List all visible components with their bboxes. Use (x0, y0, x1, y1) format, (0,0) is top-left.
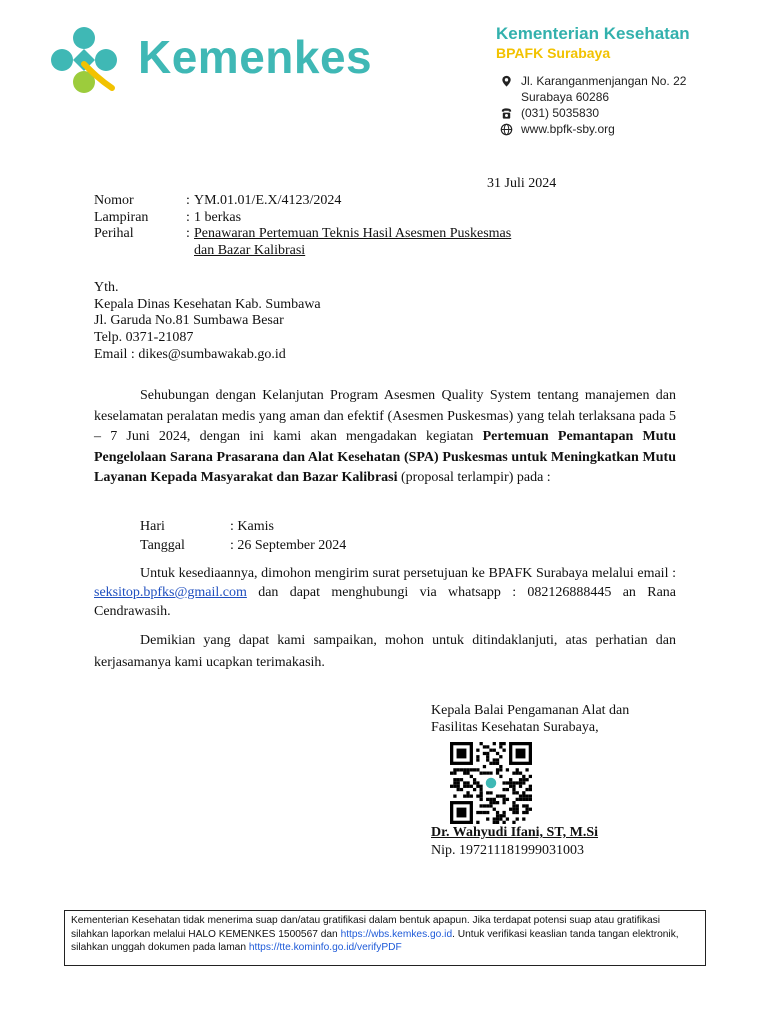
org-name: Kementerian Kesehatan (496, 24, 690, 43)
wbs-link[interactable]: https://wbs.kemkes.go.id (340, 928, 453, 940)
meta-value: 1 berkas (194, 209, 242, 225)
signature-title: Kepala Balai Pengamanan Alat dan Fasilitas Kesehatan Surabaya, (431, 703, 630, 735)
qr-code-signature (450, 742, 532, 824)
subject-line-2: dan Bazar Kalibrasi (194, 242, 306, 258)
recipient-line: Email : dikes@sumbawakab.go.id (94, 346, 286, 362)
schedule-block (140, 517, 346, 555)
kemenkes-logo (48, 24, 120, 96)
signer-name: Dr. Wahyudi Ifani, ST, M.Si (431, 825, 599, 840)
brand-name: Kemenkes (138, 31, 373, 83)
phone-icon (498, 105, 514, 121)
schedule-label: Hari (140, 519, 165, 534)
schedule-value: : 26 September 2024 (230, 538, 347, 553)
org-block (496, 24, 690, 61)
meta-value: YM.01.01/E.X/4123/2024 (194, 193, 342, 208)
globe-icon (498, 121, 514, 137)
recipient-line: Kepala Dinas Kesehatan Kab. Sumbawa (94, 296, 321, 312)
schedule-value: : Kamis (230, 519, 274, 534)
address-line-1: Jl. Karanganmenjangan No. 22 (521, 74, 687, 88)
website-url[interactable]: www.bpfk-sby.org (521, 122, 615, 136)
paragraph-contact: Untuk kesediaannya, dimohon mengirim surat persetujuan ke BPAFK Surabaya melalui email : seksitop.bpfks@gmail.com dan dapat menghubungi via whatsapp : 082126888445 an Rana Cendrawasih. (94, 566, 676, 619)
subject-line-1: Penawaran Pertemuan Teknis Hasil Asesmen Puskesmas (194, 226, 512, 241)
footer-notice: Kementerian Kesehatan tidak menerima suap dan/atau gratifikasi dalam bentuk apapun. Jika terdapat potensi suap atau gratifikasi silahkan laporkan melalui HALO KEMENKES 1500567 dan https://wbs.kemkes.go.id. Untuk verifikasi keaslian tanda tangan elektronik, silahkan unggah dokumen pada laman https://tte.kominfo.go.id/verifyPDF (64, 910, 706, 966)
event-title: Pertemuan Pemantapan Mutu Pengelolaan Sarana Prasarana dan Alat Kesehatan (SPA) Puskesmas untuk Meningkatkan Mutu Layanan Kepada Masyarakat dan Bazar Kalibrasi (94, 429, 676, 485)
schedule-label: Tanggal (140, 538, 185, 553)
letter-meta: Nomor : YM.01.01/E.X/4123/2024 Lampiran : 1 berkas Perihal : Penawaran Pertemuan Teknis Hasil Asesmen Puskesmas dan Bazar Kalibrasi (94, 193, 512, 258)
recipient-line: Jl. Garuda No.81 Sumbawa Besar (94, 313, 284, 329)
signer-nip: Nip. 197211181999031003 (431, 843, 584, 858)
letter-date: 31 Juli 2024 (487, 176, 557, 191)
recipient-line: Telp. 0371-21087 (94, 330, 194, 346)
location-pin-icon (498, 73, 514, 89)
paragraph-intro: Sehubungan dengan Kelanjutan Program Asesmen Quality System tentang manajemen dan keselamatan peralatan medis yang aman dan efektif (Asesmen Puskesmas) yang telah terlaksana pada 5 – 7 Juni 2024, dengan ini kami akan mengadakan kegiatan Pertemuan Pemantapan Mutu Pengelolaan Sarana Prasarana dan Alat Kesehatan (SPA) Puskesmas untuk Meningkatkan Mutu Layanan Kepada Masyarakat dan Bazar Kalibrasi (proposal terlampir) pada : (94, 388, 676, 485)
org-branch: BPAFK Surabaya (496, 45, 611, 61)
meta-label: Perihal (94, 226, 134, 241)
paragraph-closing: Demikian yang dapat kami sampaikan, mohon untuk ditindaklanjuti, atas perhatian dan kerjasamanya kami ucapkan terimakasih. (94, 633, 676, 670)
meta-label: Nomor (94, 193, 134, 208)
recipient-line: Yth. (94, 280, 119, 295)
email-link[interactable]: seksitop.bpfks@gmail.com (94, 585, 247, 600)
verify-pdf-link[interactable]: https://tte.kominfo.go.id/verifyPDF (248, 942, 402, 953)
phone-number: (031) 5035830 (521, 106, 600, 120)
meta-label: Lampiran (94, 209, 149, 225)
address-line-2: Surabaya 60286 (521, 90, 610, 104)
recipient-block (94, 280, 321, 364)
contact-block (498, 73, 686, 137)
